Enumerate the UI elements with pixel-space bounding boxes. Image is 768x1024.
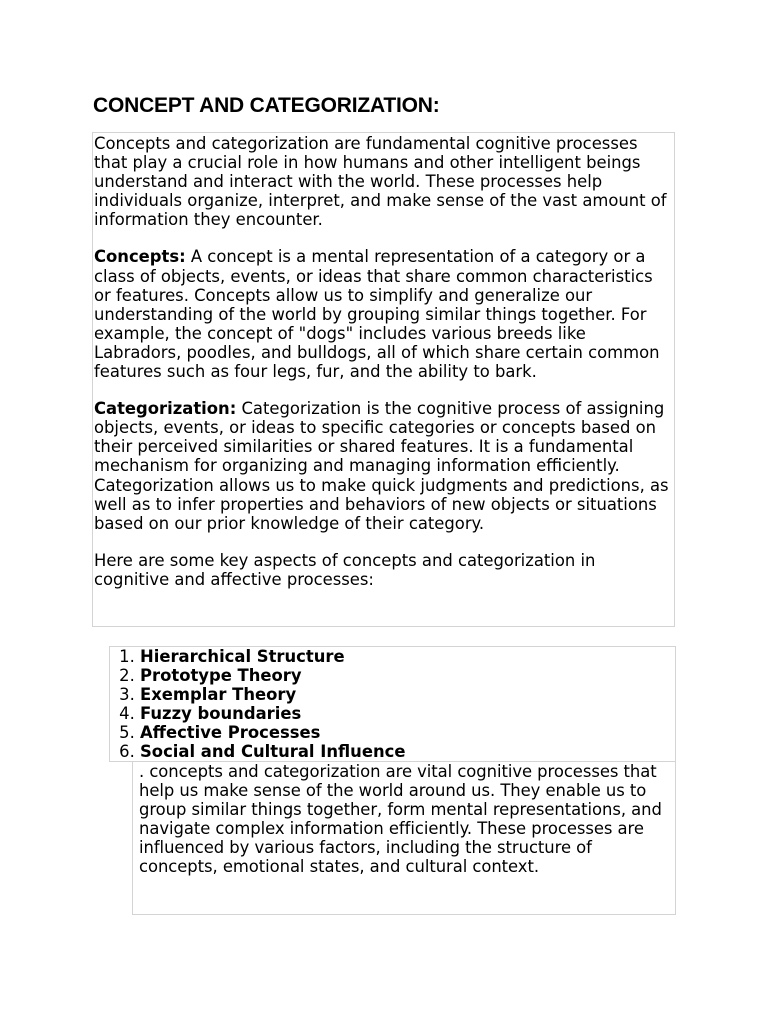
list-item: 4. Fuzzy boundaries [140,704,675,723]
categorization-label: Categorization: [94,399,237,419]
list-item: 1. Hierarchical Structure [140,647,675,666]
list-item: 5. Affective Processes [140,723,675,742]
key-aspects-list [110,647,675,761]
concepts-paragraph [94,247,674,381]
conclusion-paragraph: . concepts and categorization are vital cognitive processes that help us make sense of the world around us. They enable us to group similar things together, form mental representations, and navigate complex information efficiently. These processes are influenced by various factors, including the structure of concepts, emotional states, and cultural context. [139,762,662,877]
concepts-text: A concept is a mental representation of a category or a class of objects, events, or ideas that share common characteristics or features. Concepts allow us to simplify and generalize our understanding of the world by grouping similar things together. For example, the concept of "dogs" includes various breeds like Labradors, poodles, and bulldogs, all of which share certain common features such as four legs, fur, and the ability to bark. [94,247,660,382]
conclusion-box [132,762,676,915]
key-aspects-intro: Here are some key aspects of concepts and categorization in cognitive and affective processes: [94,550,596,589]
categorization-paragraph [94,399,674,533]
categorization-text: Categorization is the cognitive process of assigning objects, events, or ideas to specific categories or concepts based on their perceived similarities or shared features. It is a fundamental mechanism for organizing and managing information efficiently. Categorization allows us to make quick judgments and predictions, as well as to infer properties and behaviors of new objects or situations based on our prior knowledge of their category. [94,399,669,533]
intro-paragraph: Concepts and categorization are fundamental cognitive processes that play a crucial role in how humans and other intelligent beings understand and interact with the world. These processes help individuals organize, interpret, and make sense of the vast amount of information they encounter. [94,134,667,230]
key-aspects-list-box [109,646,676,762]
list-item: 3. Exemplar Theory [140,685,675,704]
document-title: CONCEPT AND CATEGORIZATION: [93,94,440,117]
concepts-label: Concepts: [94,247,186,267]
list-item: 2. Prototype Theory [140,666,675,685]
list-item: 6. Social and Cultural Influence [140,742,675,761]
main-text-box [92,132,675,627]
